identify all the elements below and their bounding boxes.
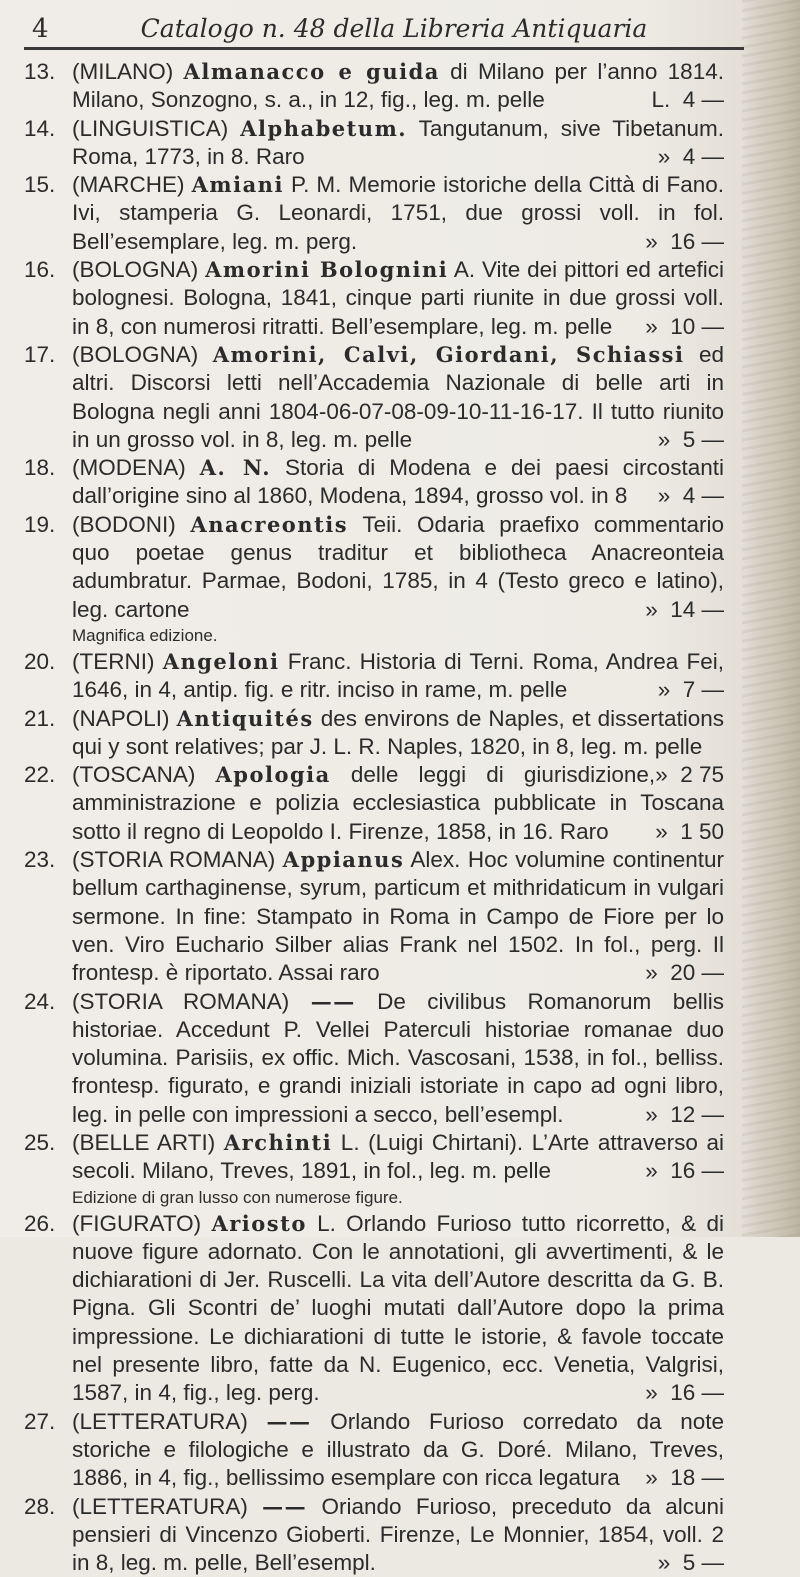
entry-number: 17. [24,341,56,367]
catalog-entry [24,171,724,256]
entry-number: 24. [24,988,56,1014]
catalog-entry [24,846,724,987]
entry-price: » 5 — [657,1550,724,1576]
entry-headword: Ariosto [211,1210,307,1236]
entry-description: A. Vite dei pittori ed artefici bolognesi. Bologna, 1841, cinque parti riunite in due grossi voll. in 8, con numerosi ritratti. Bell’esemplare, leg. m. pelle [72,257,724,339]
entry-description: L. Orlando Furioso tutto ricorretto, & di nuove figure adornato. Con le annotationi, gli avvertimenti, & le dichiarationi di Jer. Ruscelli. La vita dell’Autore descritta da G. B. Pigna. Gli Scontri de’ luoghi mutati dall’Autore dopo la prima impressione. Le dichiarationi di tutte le istorie, & favole toccate nel presente libro, fatte da N. Eugenico, ecc. Venetia, Valgrisi, 1587, in 4, fig., leg. perg. [72,1210,724,1406]
entry-number: 21. [24,705,56,731]
entry-headword: Anacreontis [190,511,349,537]
entry-headword: Almanacco e guida [183,59,440,84]
entry-subject: (BOLOGNA) [72,257,199,283]
entry-price: » 12 — [645,1101,724,1127]
entry-headword: —— [262,1493,308,1519]
entry-subject: (BODONI) [72,511,176,537]
entry-subject: (LINGUISTICA) [72,115,229,141]
entry-price: » 2 75 [655,762,724,788]
entry-headword: —— [266,1408,312,1434]
entry-headword: —— [310,988,356,1014]
entry-description: ed altri. Discorsi letti nell’Accademia Nazionale di belle arti in Bologna negli anni 1804-06-07-08-09-10-11-16-17. Il tutto riunito in un grosso vol. in 8, leg. m. pelle [72,341,724,452]
catalog-entry [24,341,724,454]
entry-subject: (LETTERATURA) [72,1408,248,1434]
entry-price: » 10 — [645,313,724,339]
entry-description: P. M. Memorie istoriche della Città di Fano. Ivi, stamperia G. Leonardi, 1751, due grossi voll. in fol. Bell’esemplare, leg. m. perg. [72,172,724,254]
entry-subject: (MILANO) [72,59,174,84]
entry-subject: (STORIA ROMANA) [72,988,290,1014]
entry-price: » 1 50 [655,818,724,844]
entry-description: Alex. Hoc volumine continentur bellum carthaginense, syrum, particum et mithridaticum in vulgari sermone. In fine: Stampato in Roma in Campo de Fiore per lo ven. Viro Euchario Silber alias Frank nel 1502. In fol., perg. Il frontesp. è riportato. Assai raro [72,847,724,986]
entry-subject: (NAPOLI) [72,705,170,731]
entry-number: 27. [24,1408,56,1434]
page-number: 4 [32,14,49,44]
entry-description: Teii. Odaria praefixo commentario quo poetae genus traditur et bibliotheca Anacreonteia adumbratur. Parmae, Bodoni, 1785, in 4 (Testo greco e latino), leg. cartone [72,511,724,622]
entry-price: » 7 — [657,677,724,703]
entry-subject: (MODENA) [72,455,186,481]
entry-description: des environs de Naples, et dissertations qui y sont relatives; par J. L. R. Naples, 1820, in 8, leg. m. pelle [72,705,724,759]
entry-headword: Apologia [215,762,331,788]
entry-number: 18. [24,455,56,481]
entry-note: Magnifica edizione. [72,625,218,645]
entry-number: 22. [24,762,56,788]
catalog-entry [24,1129,724,1210]
entry-price: » 4 — [657,483,724,509]
catalog-entry [24,648,724,705]
entry-price: » 16 — [645,1158,724,1184]
entry-subject: (LETTERATURA) [72,1493,248,1519]
catalog-entries [24,58,724,1577]
catalog-entry [24,256,724,341]
entry-subject: (TOSCANA) [72,762,196,788]
entry-description: Franc. Historia di Terni. Roma, Andrea Fei, 1646, in 4, antip. fig. e ritr. inciso in rame, m. pelle [72,648,724,703]
entry-number: 16. [24,257,56,283]
catalog-entry [24,511,724,648]
entry-price: » 14 — [645,596,724,622]
entry-subject: (FIGURATO) [72,1210,202,1236]
entry-description: Oriando Furioso, preceduto da alcuni pensieri di Vincenzo Gioberti. Firenze, Le Monnier, 1854, voll. 2 in 8, leg. m. pelle, Bell’esempl. [72,1493,724,1576]
header-rule [24,47,744,50]
entry-subject: (MARCHE) [72,172,185,198]
entry-note: Edizione di gran lusso con numerose figure. [72,1187,403,1207]
entry-description: Storia di Modena e dei paesi circostanti dall’origine sino al 1860, Modena, 1894, grosso vol. in 8 [72,455,724,509]
entry-number: 28. [24,1493,56,1519]
entry-description: di Milano per l’anno 1814. Milano, Sonzogno, s. a., in 12, fig., leg. m. pelle [72,59,724,113]
catalog-entry [24,1493,724,1577]
entry-headword: Amiani [191,172,284,198]
entry-description: De civilibus Romanorum bellis historiae. Accedunt P. Vellei Paterculi historiae romanae duo volumina. Parisiis, ex offic. Mich. Vascosani, 1538, in fol., belliss. frontesp. figurato, e grandi iniziali istoriate in capo ad ogni libro, leg. in pelle con impressioni a secco, bell’esempl. [72,988,724,1127]
catalog-entry [24,761,724,846]
entry-subject: (TERNI) [72,648,155,674]
page-header [24,8,724,48]
catalog-entry [24,115,724,172]
entry-subject: (BELLE ARTI) [72,1129,216,1155]
entry-number: 26. [24,1210,56,1236]
entry-price: L. 4 — [651,87,724,113]
entry-number: 15. [24,172,56,198]
page-edge-shadow [742,0,800,1237]
entry-price: » 4 — [657,143,724,169]
entry-subject: (STORIA ROMANA) [72,847,276,873]
entry-number: 13. [24,59,56,84]
running-title: Catalogo n. 48 della Libreria Antiquaria [140,14,648,43]
entry-description: delle leggi di giurisdizione, amministrazione e polizia ecclesiastica pubblicate in Toscana sotto il regno di Leopoldo I. Firenze, 1858, in 16. Raro [72,762,724,844]
entry-price: » 5 — [657,426,724,452]
catalog-entry [24,58,724,115]
catalog-entry [24,1210,724,1408]
entry-headword: Amorini Bolognini [205,257,449,283]
entry-number: 20. [24,648,56,674]
entry-number: 25. [24,1129,56,1155]
entry-headword: Amorini, Calvi, Giordani, Schiassi [212,341,685,367]
entry-number: 19. [24,511,56,537]
entry-description: Orlando Furioso corredato da note storiche e filologiche e illustrato da G. Doré. Milano, Treves, 1886, in 4, fig., bellissimo esemplare con ricca legatura [72,1408,724,1491]
entry-number: 14. [24,115,56,141]
entry-headword: Archinti [223,1129,333,1155]
entry-number: 23. [24,847,56,873]
entry-price: » 16 — [645,1380,724,1406]
entry-price: » 16 — [645,228,724,254]
entry-description: Tangutanum, sive Tibetanum. Roma, 1773, in 8. Raro [72,115,724,169]
entry-headword: Antiquités [176,705,314,731]
catalog-entry [24,454,724,511]
entry-headword: Alphabetum. [240,115,408,141]
entry-headword: A. N. [199,455,272,481]
entry-headword: Angeloni [162,648,280,674]
catalog-entry [24,1408,724,1493]
entry-description: L. (Luigi Chirtani). L’Arte attraverso ai secoli. Milano, Treves, 1891, in fol., leg. m. pelle [72,1129,724,1184]
entry-subject: (BOLOGNA) [72,341,199,367]
entry-headword: Appianus [282,847,405,873]
entry-price: » 20 — [645,960,724,986]
catalog-entry [24,988,724,1129]
entry-price: » 18 — [645,1465,724,1491]
